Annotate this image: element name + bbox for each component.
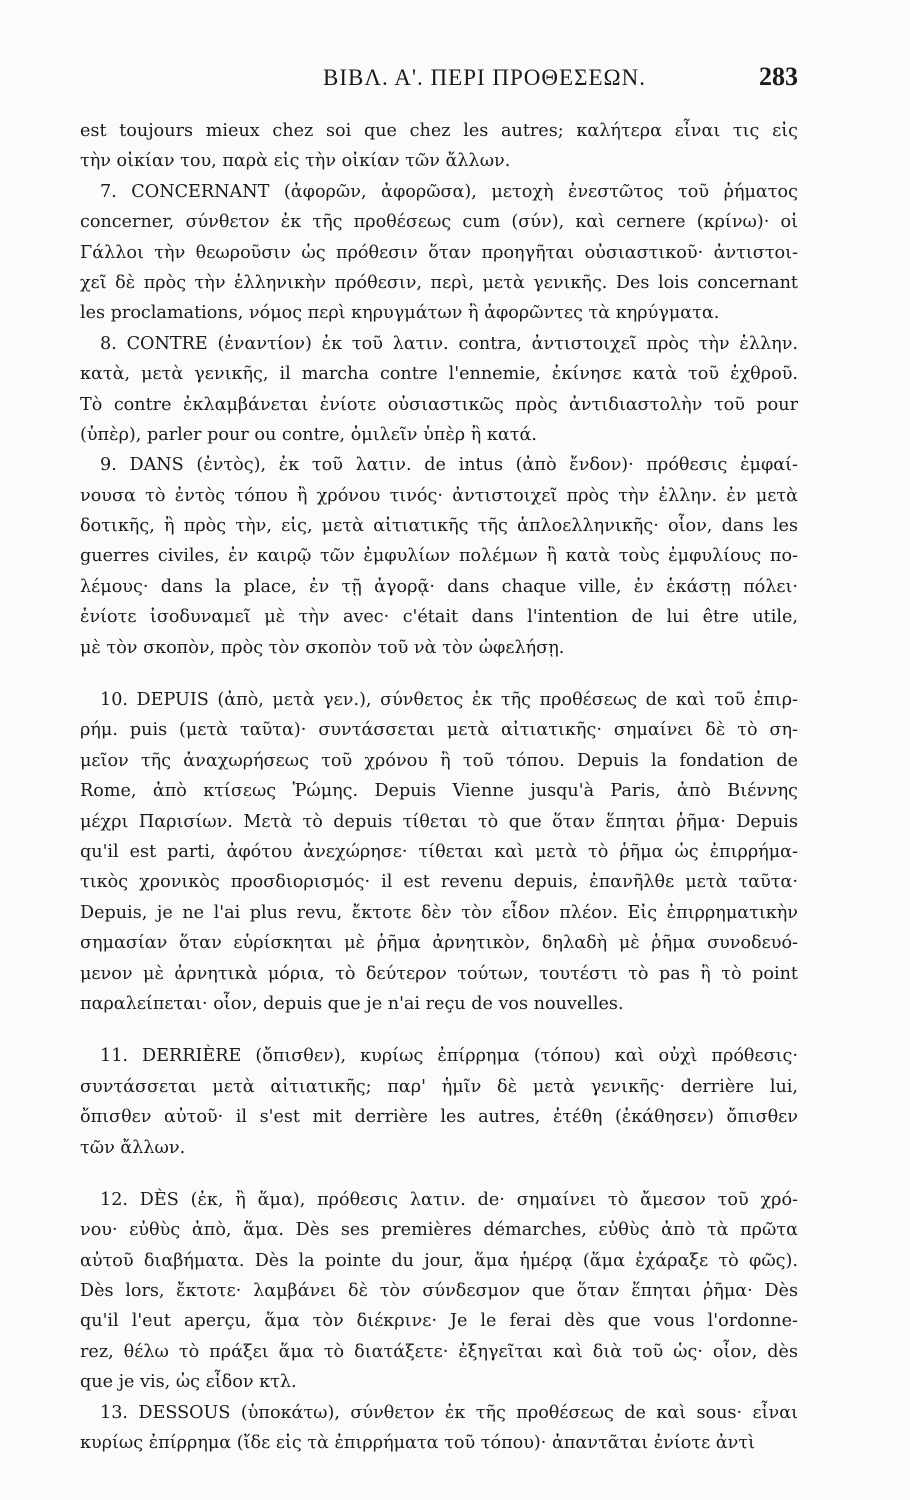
text-line: τὴν οἰκίαν του, παρὰ εἰς τὴν οἰκίαν τῶν ἄλλων. (80, 151, 511, 172)
text-line: guerres civiles, ἐν καιρῷ τῶν ἐμφυλίων πολέμων ἢ κατὰ τοὺς ἐμφυλίους πο- (80, 546, 798, 567)
text-line: (ὑπὲρ), parler pour ou contre, ὁμιλεῖν ὑπὲρ ἢ κατά. (80, 424, 537, 445)
text-line: rez, θέλω τὸ πράξει ἅμα τὸ διατάξετε· ἐξηγεῖται καὶ διὰ τοῦ ὡς· οἷον, dès (80, 1341, 798, 1362)
page-body (80, 116, 798, 1458)
text-line: Dès lors, ἔκτοτε· λαμβάνει δὲ τὸν σύνδεσμον que ὅταν ἕπηται ῥῆμα· Dès (80, 1281, 798, 1302)
text-line: μενον μὲ ἀρνητικὰ μόρια, τὸ δεύτερον τούτων, τουτέστι τὸ pas ἢ τὸ point (80, 963, 798, 984)
text-line: 8. CONTRE (ἐναντίον) ἐκ τοῦ λατιν. contra, ἀντιστοιχεῖ πρὸς τὴν ἑλλην. (100, 333, 798, 354)
text-line: χεῖ δὲ πρὸς τὴν ἑλληνικὴν πρόθεσιν, περὶ, μετὰ γενικῆς. Des lois concernant (80, 272, 798, 293)
page-header (80, 62, 798, 104)
paragraph-p9 (80, 450, 798, 663)
text-line: μὲ τὸν σκοπὸν, πρὸς τὸν σκοπὸν τοῦ νὰ τὸν ὠφελήσῃ. (80, 637, 565, 658)
text-line: μέχρι Παρισίων. Μετὰ τὸ depuis τίθεται τὸ que ὅταν ἕπηται ῥῆμα· Depuis (80, 811, 798, 832)
text-line: qu'il l'eut aperçu, ἅμα τὸν διέκρινε· Je le ferai dès que vous l'ordonne- (80, 1311, 798, 1332)
text-line: δοτικῆς, ἢ πρὸς τὴν, εἰς, μετὰ αἰτιατικῆς τῆς ἁπλοελληνικῆς· οἷον, dans les (80, 516, 798, 537)
text-line: concerner, σύνθετον ἐκ τῆς προθέσεως cum (σύν), καὶ cernere (κρίνω)· οἱ (80, 212, 798, 233)
paragraph-p13 (80, 1398, 798, 1459)
text-line: Τὸ contre ἐκλαμβάνεται ἐνίοτε οὐσιαστικῶς πρὸς ἀντιδιαστολὴν τοῦ pour (80, 394, 798, 415)
text-line: 13. DESSOUS (ὑποκάτω), σύνθετον ἐκ τῆς προθέσεως de καὶ sous· εἶναι (100, 1402, 798, 1423)
text-line: 11. DERRIÈRE (ὄπισθεν), κυρίως ἐπίρρημα (τόπου) καὶ οὐχὶ πρόθεσις· (100, 1046, 798, 1067)
text-line: ἐνίοτε ἰσοδυναμεῖ μὲ τὴν avec· c'était dans l'intention de lui être utile, (80, 607, 798, 628)
text-line: σημασίαν ὅταν εὑρίσκηται μὲ ῥῆμα ἀρνητικὸν, δηλαδὴ μὲ ῥῆμα συνοδευό- (80, 933, 798, 954)
paragraph-p12 (80, 1185, 798, 1398)
text-line: 9. DANS (ἐντὸς), ἐκ τοῦ λατιν. de intus (ἀπὸ ἔνδον)· πρόθεσις ἐμφαί- (100, 455, 798, 476)
running-head: ΒΙΒΛ. Α'. ΠΕΡΙ ΠΡΟΘΕΣΕΩΝ. (323, 65, 646, 90)
text-line: ρήμ. puis (μετὰ ταῦτα)· συντάσσεται μετὰ αἰτιατικῆς· σημαίνει δὲ τὸ ση- (80, 720, 798, 741)
text-line: est toujours mieux chez soi que chez les autres; καλήτερα εἶναι τις εἰς (80, 121, 798, 141)
text-line: κυρίως ἐπίρρημα (ἴδε εἰς τὰ ἐπιρρήματα τοῦ τόπου)· ἀπαντᾶται ἐνίοτε ἀντὶ (80, 1433, 755, 1454)
text-line: que je vis, ὡς εἶδον κτλ. (80, 1372, 297, 1393)
text-line: τῶν ἄλλων. (80, 1137, 186, 1158)
text-line: 12. DÈS (ἐκ, ἢ ἅμα), πρόθεσις λατιν. de· σημαίνει τὸ ἄμεσον τοῦ χρό- (100, 1189, 798, 1210)
text-line: κατὰ, μετὰ γενικῆς, il marcha contre l'ennemie, ἐκίνησε κατὰ τοῦ ἐχθροῦ. (80, 364, 798, 385)
text-line: Depuis, je ne l'ai plus revu, ἔκτοτε δὲν τὸν εἶδον πλέον. Εἰς ἐπιρρηματικὴν (80, 902, 798, 923)
text-line: les proclamations, νόμος περὶ κηρυγμάτων ἢ ἀφορῶντες τὰ κηρύγματα. (80, 303, 720, 324)
text-line: παραλείπεται· οἷον, depuis que je n'ai reçu de vos nouvelles. (80, 993, 624, 1014)
text-line: qu'il est parti, ἀφότου ἀνεχώρησε· τίθεται καὶ μετὰ τὸ ῥῆμα ὡς ἐπιρρήμα- (80, 841, 798, 862)
text-line: νου· εὐθὺς ἀπὸ, ἅμα. Dès ses premières démarches, εὐθὺς ἀπὸ τὰ πρῶτα (80, 1220, 798, 1241)
text-line: Γάλλοι τὴν θεωροῦσιν ὡς πρόθεσιν ὅταν προηγῆται οὐσιαστικοῦ· ἀντιστοι- (80, 242, 798, 263)
text-line: Rome, ἀπὸ κτίσεως Ῥώμης. Depuis Vienne jusqu'à Paris, ἀπὸ Βιέννης (80, 781, 798, 802)
paragraph-intro (80, 116, 798, 177)
text-line: 10. DEPUIS (ἀπὸ, μετὰ γεν.), σύνθετος ἐκ τῆς προθέσεως de καὶ τοῦ ἐπιρ- (100, 690, 798, 711)
text-line: μεῖον τῆς ἀναχωρήσεως τοῦ χρόνου ἢ τοῦ τόπου. Depuis la fondation de (80, 750, 798, 771)
text-line: 7. CONCERNANT (ἀφορῶν, ἀφορῶσα), μετοχὴ ἐνεστῶτος τοῦ ῥήματος (100, 181, 798, 202)
text-line: ὄπισθεν αὐτοῦ· il s'est mit derrière les autres, ἐτέθη (ἐκάθησεν) ὄπισθεν (80, 1107, 798, 1128)
text-line: αὐτοῦ διαβήματα. Dès la pointe du jour, ἅμα ἡμέρᾳ (ἅμα ἐχάραξε τὸ φῶς). (80, 1250, 798, 1271)
text-line: τικὸς χρονικὸς προσδιορισμός· il est revenu depuis, ἐπανῆλθε μετὰ ταῦτα· (80, 872, 798, 893)
text-line: λέμους· dans la place, ἐν τῇ ἀγορᾷ· dans chaque ville, ἐν ἑκάστῃ πόλει· (80, 576, 798, 597)
paragraph-p11 (80, 1041, 798, 1163)
paragraph-p8 (80, 329, 798, 451)
paragraph-p10 (80, 685, 798, 1019)
text-line: νουσα τὸ ἐντὸς τόπου ἢ χρόνου τινός· ἀντιστοιχεῖ πρὸς τὴν ἑλλην. ἐν μετὰ (80, 485, 798, 506)
text-line: συντάσσεται μετὰ αἰτιατικῆς; παρ' ἡμῖν δὲ μετὰ γενικῆς· derrière lui, (80, 1076, 798, 1097)
paragraph-p7 (80, 177, 798, 329)
page-number: 283 (759, 62, 798, 91)
